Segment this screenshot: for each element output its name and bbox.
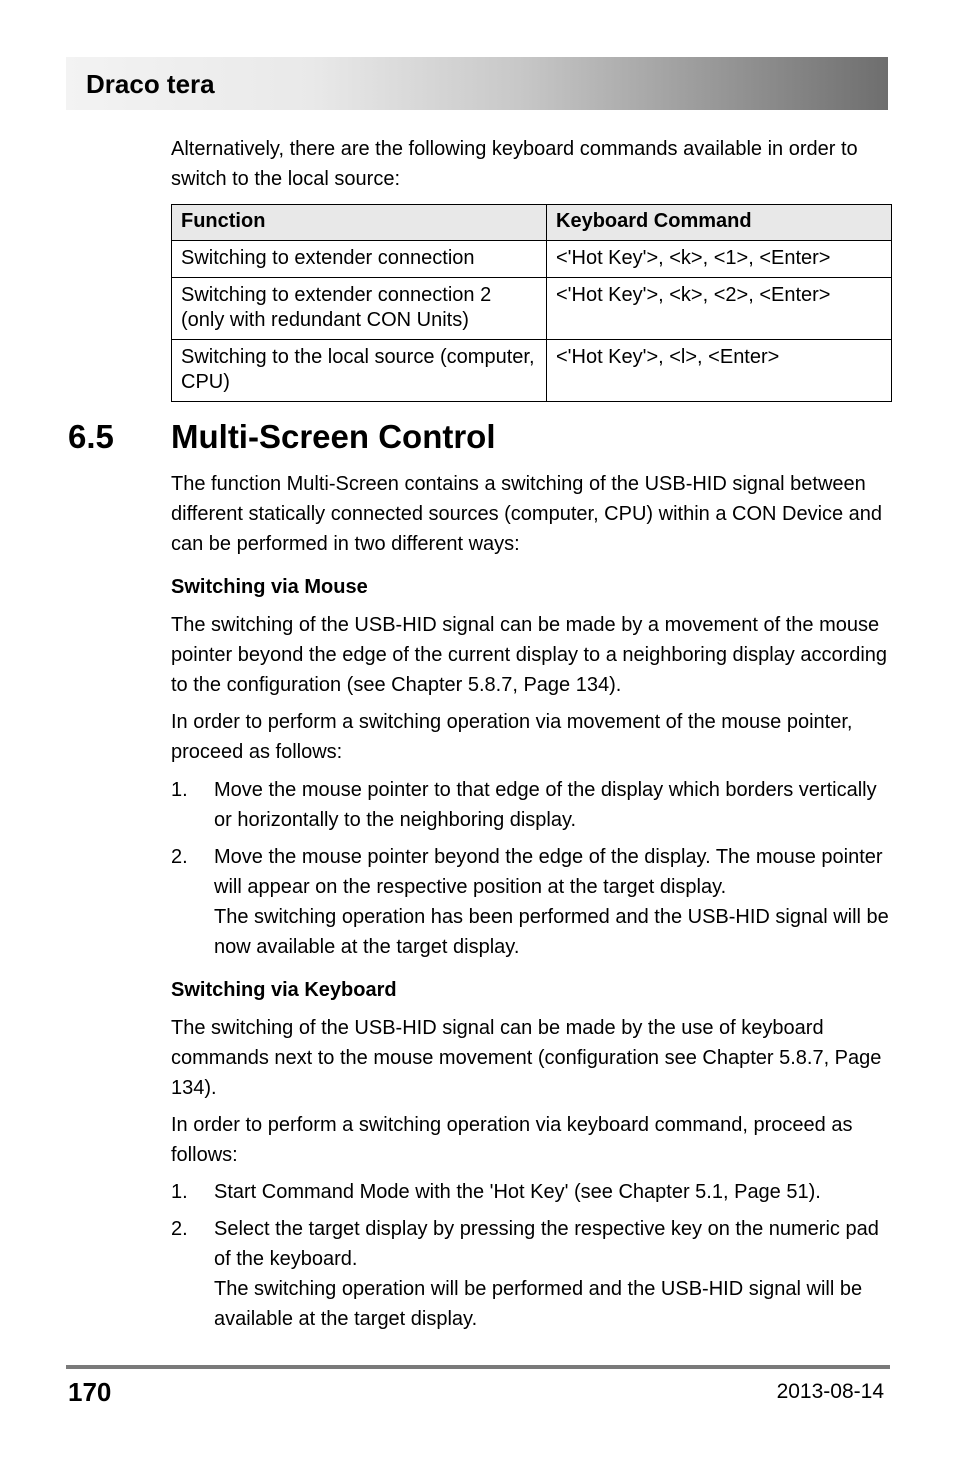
header-bar: [66, 57, 888, 110]
keyboard-steps: [171, 1177, 891, 1334]
keyboard-commands-table: [171, 204, 892, 402]
header-title: Draco tera: [86, 69, 215, 99]
mouse-steps: [171, 775, 891, 962]
table-row: [172, 241, 892, 278]
mouse-paragraph-2: In order to perform a switching operation via movement of the mouse pointer, proceed as follows:: [171, 711, 853, 763]
page-date: 2013-08-14: [776, 1380, 884, 1403]
table-cell: Switching to extender connection 2 (only with redundant CON Units): [172, 278, 547, 340]
step-text: Move the mouse pointer to that edge of the display which borders vertically or horizontally to the neighboring display.: [214, 779, 877, 831]
list-item: [171, 1214, 891, 1334]
table-cell: Switching to the local source (computer, CPU): [172, 340, 547, 402]
step-text: Select the target display by pressing the respective key on the numeric pad of the keyboard.: [214, 1218, 879, 1270]
intro-paragraph: Alternatively, there are the following keyboard commands available in order to switch to the local source:: [171, 138, 858, 190]
list-item: [171, 1177, 891, 1207]
step-text: Start Command Mode with the 'Hot Key' (see Chapter 5.1, Page 51).: [214, 1181, 821, 1203]
step-number: 2.: [171, 846, 188, 868]
section-intro: The function Multi-Screen contains a switching of the USB-HID signal between different statically connected sources (computer, CPU) within a CON Device and can be performed in two different ways:: [171, 473, 883, 555]
step-number: 1.: [171, 779, 188, 801]
mouse-paragraph-1: The switching of the USB-HID signal can be made by a movement of the mouse pointer beyond the edge of the current display to a neighboring display according to the configuration (see Chapter 5.8.7, Page 134).: [171, 614, 888, 696]
section-heading: [68, 418, 496, 456]
table-header-cell: Function: [172, 205, 547, 241]
list-item: [171, 842, 891, 962]
table-cell: <'Hot Key'>, <l>, <Enter>: [547, 340, 892, 402]
table-header-row: [172, 205, 892, 241]
table-row: [172, 340, 892, 402]
step-result: The switching operation has been performed and the USB-HID signal will be now available at the target display.: [214, 906, 889, 958]
table-cell: <'Hot Key'>, <k>, <2>, <Enter>: [547, 278, 892, 340]
section-number: 6.5: [68, 418, 114, 455]
keyboard-heading: Switching via Keyboard: [171, 979, 397, 1001]
table-header-cell: Keyboard Command: [547, 205, 892, 241]
table-row: [172, 278, 892, 340]
page-number: 170: [68, 1377, 112, 1407]
step-number: 1.: [171, 1181, 188, 1203]
table-cell: <'Hot Key'>, <k>, <1>, <Enter>: [547, 241, 892, 278]
keyboard-paragraph-1: The switching of the USB-HID signal can be made by the use of keyboard commands next to the mouse movement (configuration see Chapter 5.8.7, Page 134).: [171, 1017, 882, 1099]
section-title: Multi-Screen Control: [171, 418, 496, 455]
mouse-heading: Switching via Mouse: [171, 576, 368, 598]
step-text: Move the mouse pointer beyond the edge of the display. The mouse pointer will appear on the respective position at the target display.: [214, 846, 883, 898]
step-result: The switching operation will be performed and the USB-HID signal will be available at the target display.: [214, 1278, 863, 1330]
step-number: 2.: [171, 1218, 188, 1240]
footer-divider: [66, 1365, 890, 1369]
list-item: [171, 775, 891, 835]
keyboard-paragraph-2: In order to perform a switching operation via keyboard command, proceed as follows:: [171, 1114, 853, 1166]
table-cell: Switching to extender connection: [172, 241, 547, 278]
